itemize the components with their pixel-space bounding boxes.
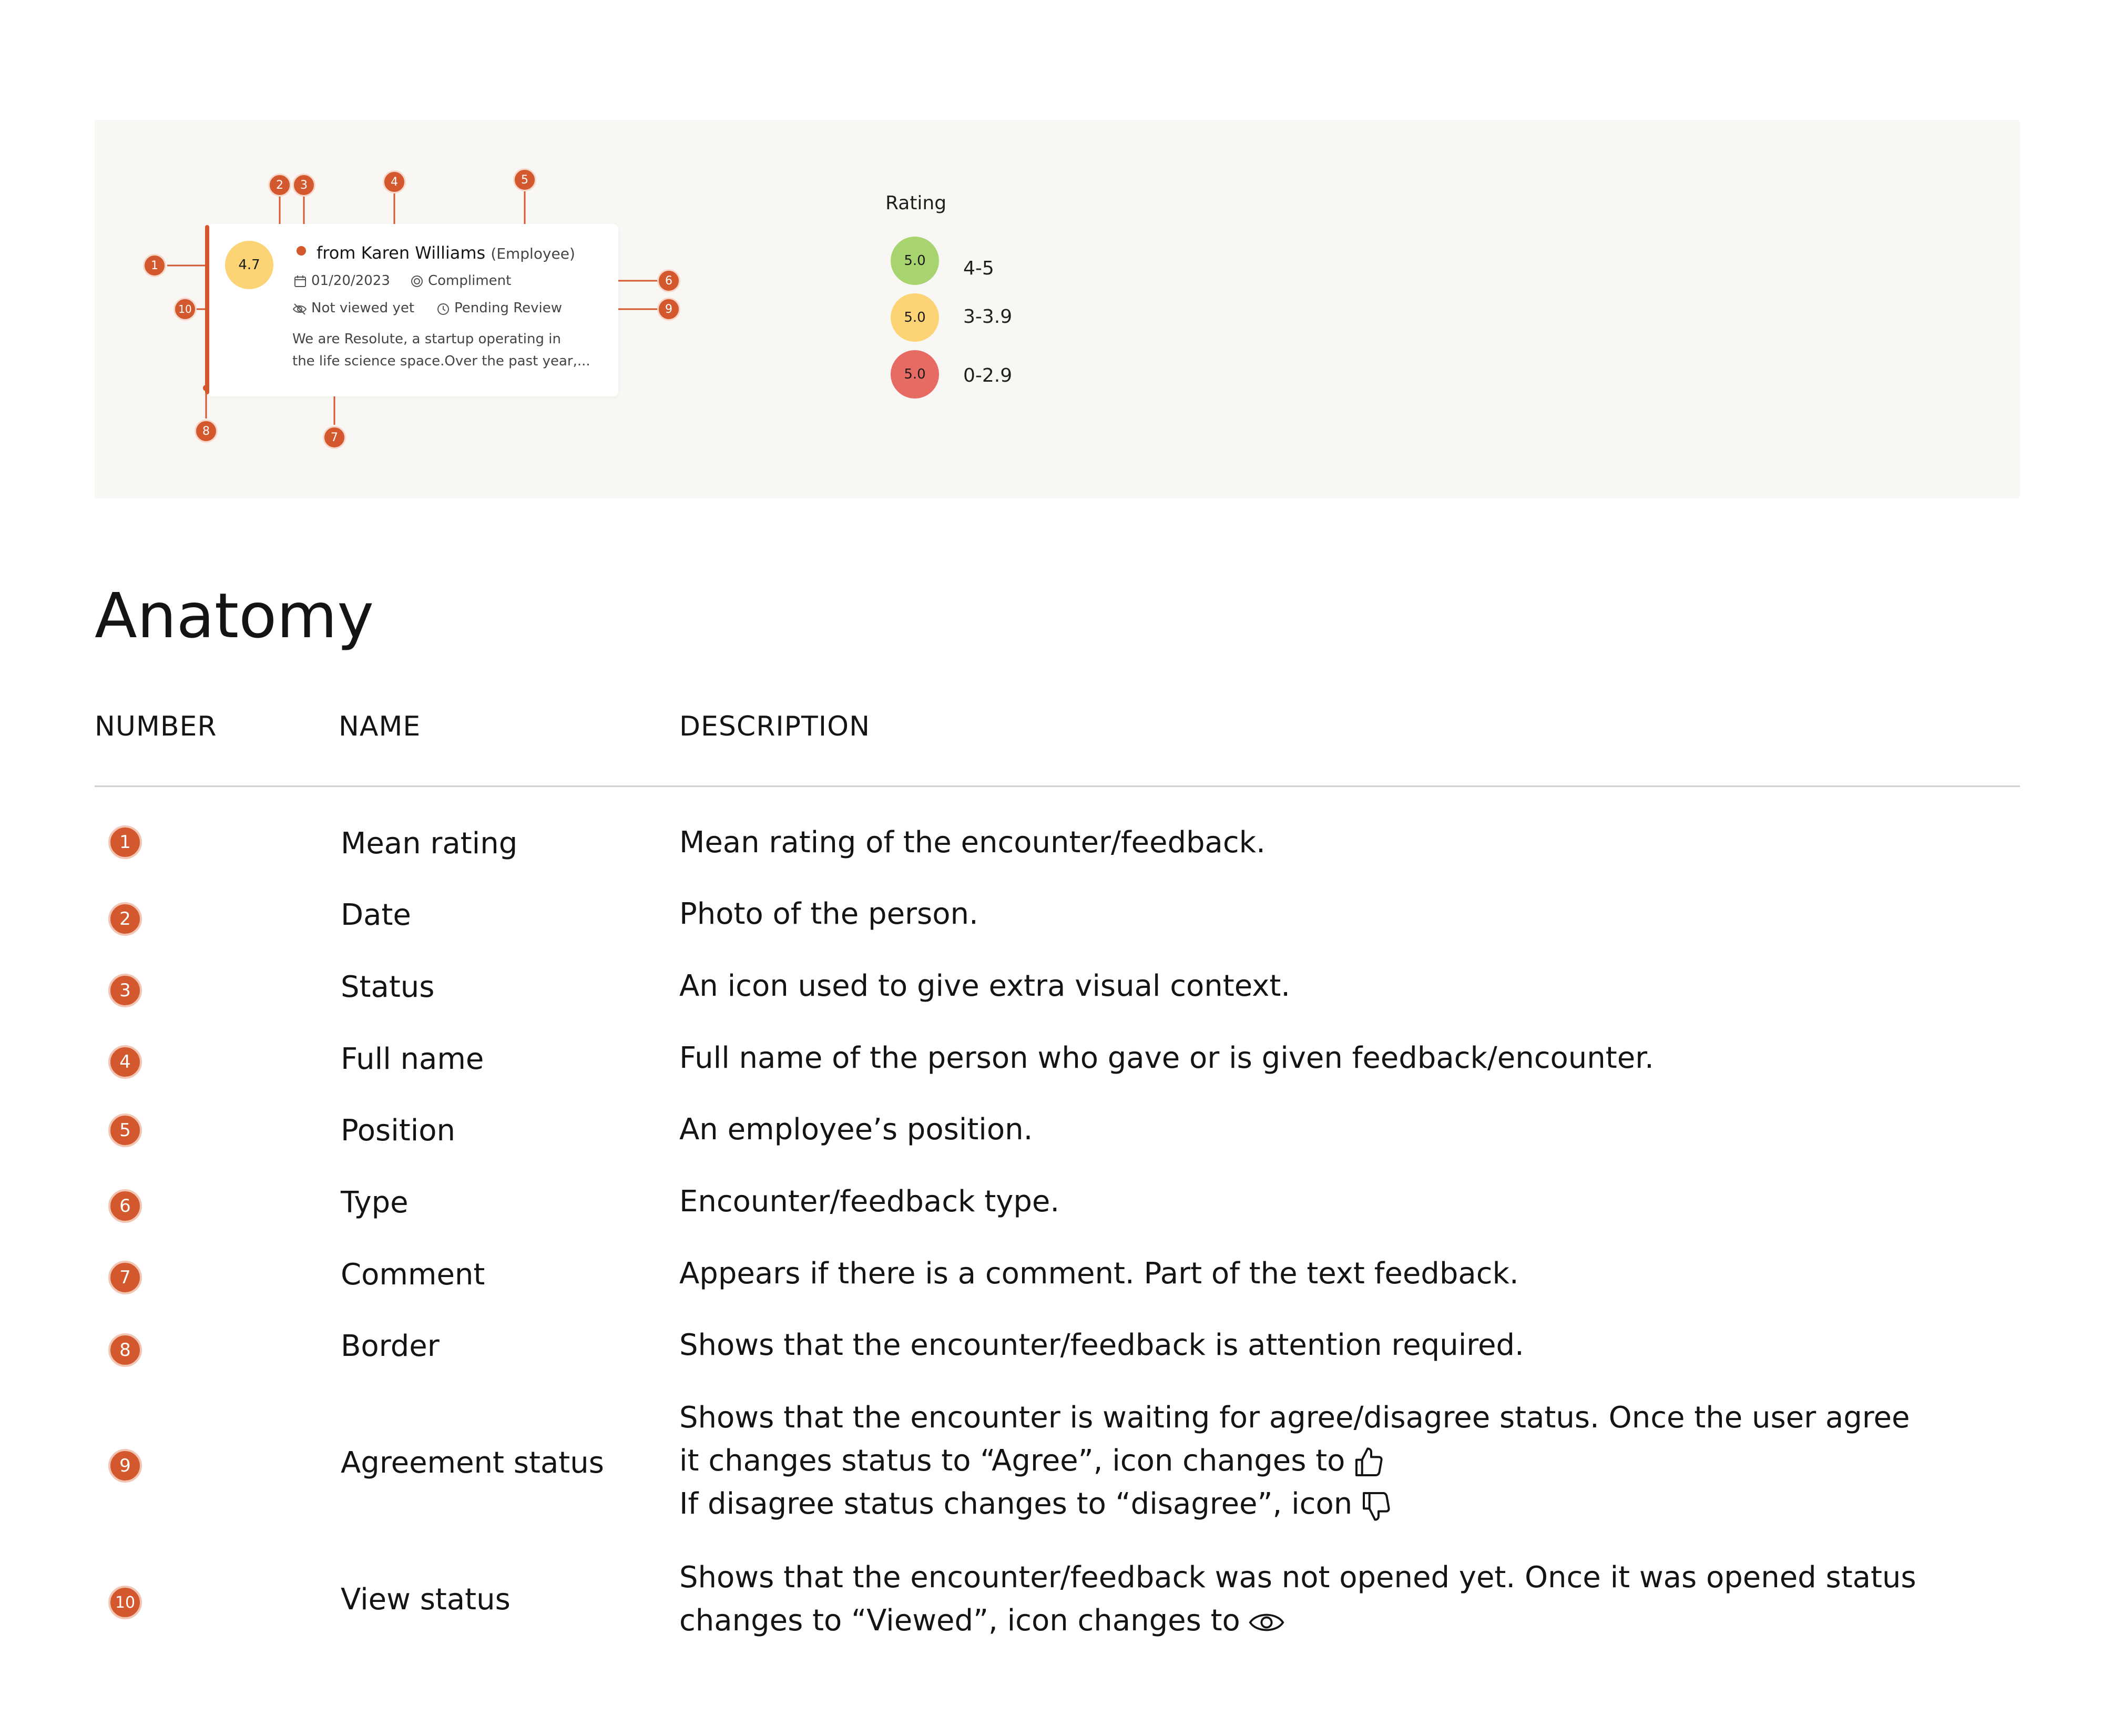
callout-badge-9: 9 [657, 298, 680, 321]
mean-rating-value: 4.7 [238, 257, 260, 273]
row-description [679, 1037, 1654, 1080]
callout-badge-7: 7 [323, 426, 346, 449]
row-description-line: Photo of the person. [679, 897, 978, 931]
row-description [679, 1396, 1910, 1526]
row-description-line: Full name of the person who gave or is given feedback/encounter. [679, 1041, 1654, 1075]
row-description [679, 1180, 1059, 1223]
rating-range-low: 0-2.9 [963, 365, 1013, 386]
row-description-line: Appears if there is a comment. Part of the text feedback. [679, 1257, 1519, 1291]
thumbs-up-icon [1352, 1446, 1386, 1479]
row-number-badge: 6 [108, 1189, 142, 1223]
callout-badge-2: 2 [268, 173, 291, 197]
card-agreement-status: Pending Review [454, 300, 562, 316]
row-description-line: If disagree status changes to “disagree”, icon [679, 1487, 1353, 1521]
card-name-text: from Karen Williams [317, 243, 486, 263]
row-description-line: An icon used to give extra visual context. [679, 969, 1291, 1003]
card-date: 01/20/2023 [311, 273, 390, 289]
card-position: (Employee) [491, 245, 575, 262]
callout-badge-8: 8 [195, 420, 218, 443]
calendar-icon [293, 274, 307, 288]
target-icon [410, 274, 424, 288]
row-description [679, 1252, 1519, 1295]
row-description-line-with-icon [679, 1439, 1910, 1483]
thumbs-down-icon [1360, 1489, 1393, 1523]
row-name: Date [341, 898, 411, 932]
callout-badge-6: 6 [657, 269, 680, 292]
row-name: View status [341, 1582, 511, 1617]
row-name: Status [341, 970, 435, 1004]
status-dot-icon [297, 246, 306, 256]
rating-value-low: 5.0 [904, 366, 926, 382]
row-description [679, 1108, 1033, 1151]
rating-circle-mid [891, 293, 939, 342]
row-number-badge: 10 [108, 1586, 142, 1619]
row-description-line: An employee’s position. [679, 1112, 1033, 1147]
row-name: Position [341, 1114, 456, 1148]
row-number-badge: 3 [108, 974, 142, 1007]
comment-line-2: the life science space.Over the past year,... [292, 353, 590, 369]
callout-badge-3: 3 [292, 173, 315, 197]
comment-line-1: We are Resolute, a startup operating in [292, 331, 561, 347]
rating-circle-low [891, 350, 939, 399]
row-number-badge: 7 [108, 1261, 142, 1294]
row-description-line: Encounter/feedback type. [679, 1184, 1060, 1219]
row-description-line: Shows that the encounter is waiting for agree/disagree status. Once the user agree [679, 1401, 1910, 1435]
rating-value-high: 5.0 [904, 253, 926, 269]
eye-icon [1248, 1609, 1285, 1636]
callout-badge-10: 10 [174, 298, 197, 321]
row-number-badge: 1 [108, 825, 142, 859]
header-name: NAME [339, 711, 421, 742]
row-name: Mean rating [341, 826, 518, 861]
rating-circle-high [891, 237, 939, 285]
rating-range-high: 4-5 [963, 258, 994, 279]
row-name: Comment [341, 1258, 485, 1292]
row-description-line-with-icon [679, 1483, 1910, 1526]
row-name: Type [341, 1186, 409, 1220]
clock-icon [436, 302, 450, 316]
rating-range-mid: 3-3.9 [963, 306, 1013, 328]
header-number: NUMBER [95, 711, 217, 742]
card-view-status: Not viewed yet [311, 300, 415, 316]
row-name: Border [341, 1329, 440, 1363]
mean-rating-circle [225, 241, 273, 289]
row-description [679, 893, 978, 936]
row-description [679, 1556, 1916, 1642]
card-comment [292, 328, 590, 372]
attention-border [205, 225, 209, 394]
callout-badge-1: 1 [143, 254, 166, 277]
row-description [679, 1324, 1524, 1367]
row-description-line: it changes status to “Agree”, icon changes to [679, 1444, 1345, 1478]
row-number-badge: 4 [108, 1045, 142, 1079]
card-type: Compliment [428, 273, 512, 289]
row-description-line: Shows that the encounter/feedback was not opened yet. Once it was opened status [679, 1560, 1916, 1595]
callout-badge-4: 4 [383, 170, 406, 193]
row-description-line: changes to “Viewed”, icon changes to [679, 1604, 1240, 1638]
row-name: Full name [341, 1042, 484, 1076]
header-description: DESCRIPTION [679, 711, 870, 742]
row-description-line: Mean rating of the encounter/feedback. [679, 825, 1266, 860]
row-name: Agreement status [341, 1446, 604, 1480]
table-divider [95, 785, 2020, 787]
row-number-badge: 8 [108, 1333, 142, 1367]
row-description-line: Shows that the encounter/feedback is attention required. [679, 1328, 1524, 1362]
card-full-name [317, 243, 575, 263]
callout-badge-5: 5 [513, 168, 536, 191]
row-number-badge: 9 [108, 1449, 142, 1483]
rating-value-mid: 5.0 [904, 310, 926, 325]
row-number-badge: 5 [108, 1114, 142, 1147]
row-description-line-with-icon [679, 1599, 1916, 1642]
rating-legend-title: Rating [885, 192, 947, 214]
row-description [679, 821, 1266, 864]
row-number-badge: 2 [108, 902, 142, 936]
section-title: Anatomy [95, 579, 374, 652]
eye-off-icon [292, 302, 307, 316]
row-description [679, 965, 1290, 1008]
